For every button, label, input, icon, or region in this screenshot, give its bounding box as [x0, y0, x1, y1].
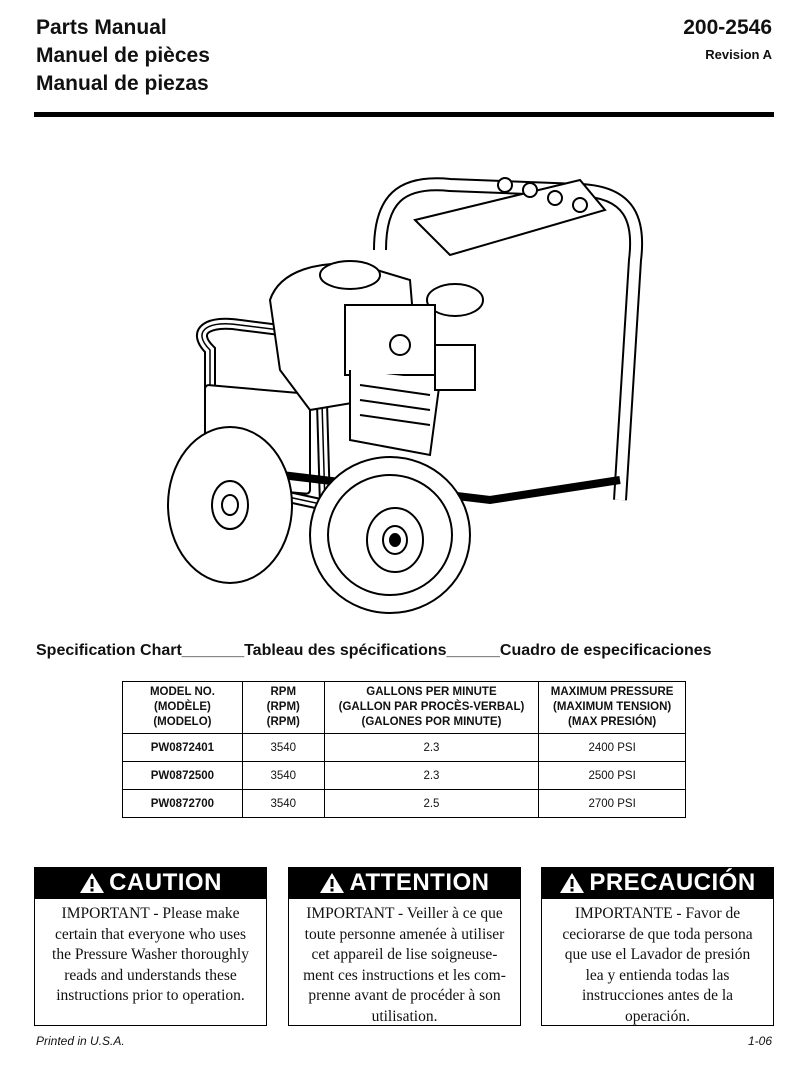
model-cell: PW0872700 — [123, 790, 243, 818]
attention-text: IMPORTANT - Veiller à ce que toute personne amenée à utiliser cet appareil de lise soigneuse- ment ces instructions et les com- prenne avant de procéder à son utilisation. — [288, 899, 521, 1026]
table-row — [123, 762, 686, 790]
precaucion-box — [541, 867, 774, 1026]
pressure-cell: 2500 PSI — [539, 762, 686, 790]
warning-triangle-icon — [319, 871, 345, 895]
rpm-cell: 3540 — [242, 790, 324, 818]
model-cell: PW0872500 — [123, 762, 243, 790]
pressure-washer-illustration — [150, 170, 650, 620]
rpm-cell: 3540 — [242, 734, 324, 762]
table-row — [123, 734, 686, 762]
caution-title: CAUTION — [109, 869, 222, 896]
precaucion-header — [541, 867, 774, 899]
revision-label: Revision A — [705, 47, 772, 62]
manual-titles — [36, 14, 210, 98]
specification-table — [122, 681, 686, 818]
attention-header — [288, 867, 521, 899]
model-cell: PW0872401 — [123, 734, 243, 762]
header-rpm: RPM (RPM) (RPM) — [242, 682, 324, 734]
gpm-cell: 2.3 — [324, 762, 539, 790]
table-header-row — [123, 682, 686, 734]
specification-chart-heading: Specification Chart_______Tableau des spécifications______Cuadro de especificaciones — [36, 642, 712, 659]
print-date-code: 1-06 — [747, 1034, 772, 1048]
rpm-cell: 3540 — [242, 762, 324, 790]
document-number-block — [683, 14, 772, 64]
header-gpm: GALLONS PER MINUTE (GALLON PAR PROCÈS-VERBAL) (GALONES POR MINUTE) — [324, 682, 539, 734]
attention-box — [288, 867, 521, 1026]
header-model: MODEL NO. (MODÈLE) (MODELO) — [123, 682, 243, 734]
warning-triangle-icon — [79, 871, 105, 895]
precaucion-text: IMPORTANTE - Favor de ceciorarse de que toda persona que use el Lavador de presión lea y entienda todas las instrucciones antes de la operación. — [541, 899, 774, 1026]
precaucion-title: PRECAUCIÓN — [589, 869, 756, 896]
pressure-cell: 2400 PSI — [539, 734, 686, 762]
title-spanish: Manual de piezas — [36, 72, 209, 95]
title-french: Manuel de pièces — [36, 44, 210, 67]
caution-header — [34, 867, 267, 899]
table-row — [123, 790, 686, 818]
gpm-cell: 2.3 — [324, 734, 539, 762]
header-pressure: MAXIMUM PRESSURE (MAXIMUM TENSION) (MAX PRESIÓN) — [539, 682, 686, 734]
caution-text: IMPORTANT - Please make certain that everyone who uses the Pressure Washer thoroughly reads and understands these instructions prior to operation. — [34, 899, 267, 1026]
attention-title: ATTENTION — [349, 869, 490, 896]
caution-box — [34, 867, 267, 1026]
warning-triangle-icon — [559, 871, 585, 895]
pressure-cell: 2700 PSI — [539, 790, 686, 818]
title-english: Parts Manual — [36, 16, 167, 39]
printed-in-label: Printed in U.S.A. — [36, 1034, 125, 1048]
header-rule — [34, 112, 774, 117]
gpm-cell: 2.5 — [324, 790, 539, 818]
document-number: 200-2546 — [683, 16, 772, 39]
